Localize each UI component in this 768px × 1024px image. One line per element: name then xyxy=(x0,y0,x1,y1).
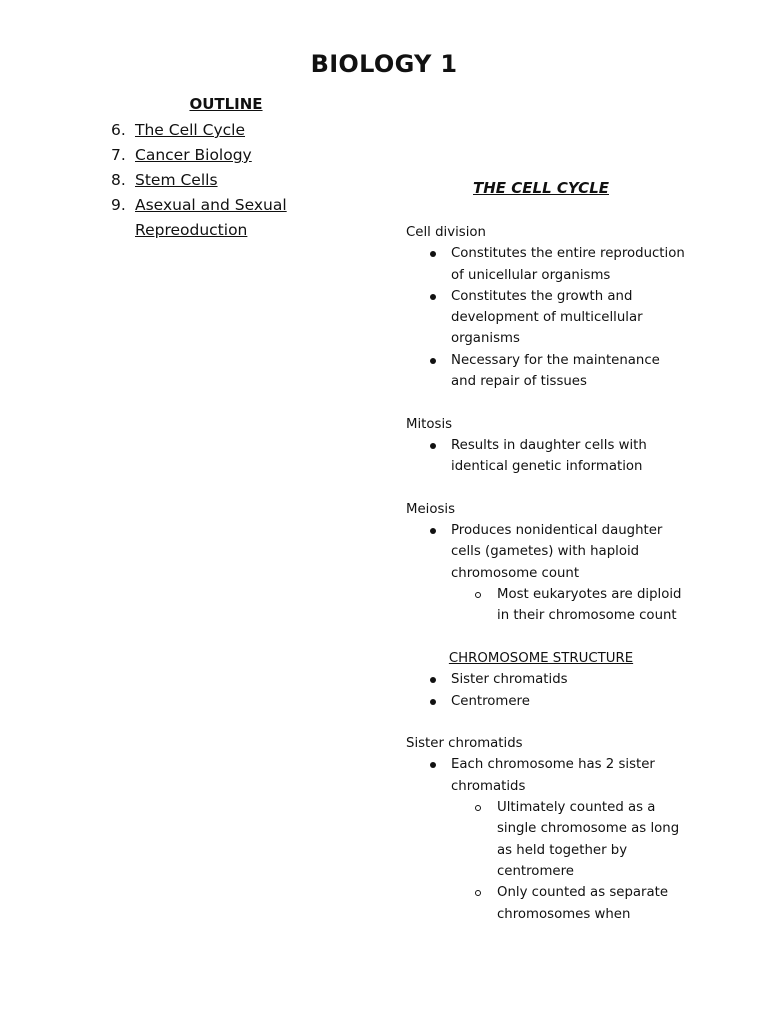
cell-cycle-content xyxy=(406,222,686,925)
sister-chromatids-label: Sister chromatids xyxy=(406,736,523,752)
outline-link-cell-cycle[interactable]: The Cell Cycle xyxy=(135,121,246,139)
outline-link-text[interactable]: Asexual and Sexual xyxy=(135,196,287,214)
outline-link-stem-cells[interactable]: Stem Cells xyxy=(135,171,218,189)
spacer xyxy=(406,392,686,413)
meiosis-list xyxy=(406,520,686,626)
list-item: Constitutes the entire reproduction of unicellular organisms xyxy=(406,243,686,286)
outline-item-number: 8. xyxy=(111,171,126,189)
outline-item-number: 6. xyxy=(111,121,126,139)
outline-link-reproduction[interactable] xyxy=(135,193,295,243)
chromosome-structure-heading: CHROMOSOME STRUCTURE xyxy=(448,650,634,666)
outline-item xyxy=(104,193,304,243)
list-item: Centromere xyxy=(406,691,686,712)
spacer xyxy=(406,478,686,499)
list-item: Results in daughter cells with identical genetic information xyxy=(406,435,686,478)
outline-link-cancer-biology[interactable]: Cancer Biology xyxy=(135,146,252,164)
cell-division-label: Cell division xyxy=(406,225,486,240)
spacer xyxy=(406,712,686,733)
mitosis-list xyxy=(406,435,686,478)
outline-heading: OUTLINE xyxy=(189,95,263,113)
outline-item-number: 9. xyxy=(111,196,126,214)
mitosis-label: Mitosis xyxy=(406,416,453,432)
outline-item-number: 7. xyxy=(111,146,126,164)
list-item: Constitutes the growth and development of multicellular organisms xyxy=(406,286,686,350)
sister-chromatids-list xyxy=(406,754,686,924)
outline-item xyxy=(104,168,304,193)
outline-item xyxy=(104,143,304,168)
list-item: Sister chromatids xyxy=(406,669,686,690)
meiosis-label: Meiosis xyxy=(406,501,456,517)
outline-link-text-cont[interactable]: Repreoduction xyxy=(135,221,248,239)
cell-division-list xyxy=(406,243,686,392)
section-title: THE CELL CYCLE xyxy=(473,179,609,197)
chromosome-structure-list xyxy=(406,669,686,712)
sub-list-item: Ultimately counted as a single chromosome as long as held together by centromere xyxy=(406,797,686,882)
list-item: Necessary for the maintenance and repair of tissues xyxy=(406,350,686,393)
outline-item xyxy=(104,118,304,143)
outline-list xyxy=(104,118,304,243)
list-item: Each chromosome has 2 sister chromatids xyxy=(406,754,686,797)
spacer xyxy=(406,627,686,648)
list-item: Produces nonidentical daughter cells (gametes) with haploid chromosome count xyxy=(406,520,686,584)
sub-list-item: Most eukaryotes are diploid in their chromosome count xyxy=(406,584,686,627)
page-title: BIOLOGY 1 xyxy=(310,50,458,78)
sub-list-item: Only counted as separate chromosomes when xyxy=(406,882,686,925)
